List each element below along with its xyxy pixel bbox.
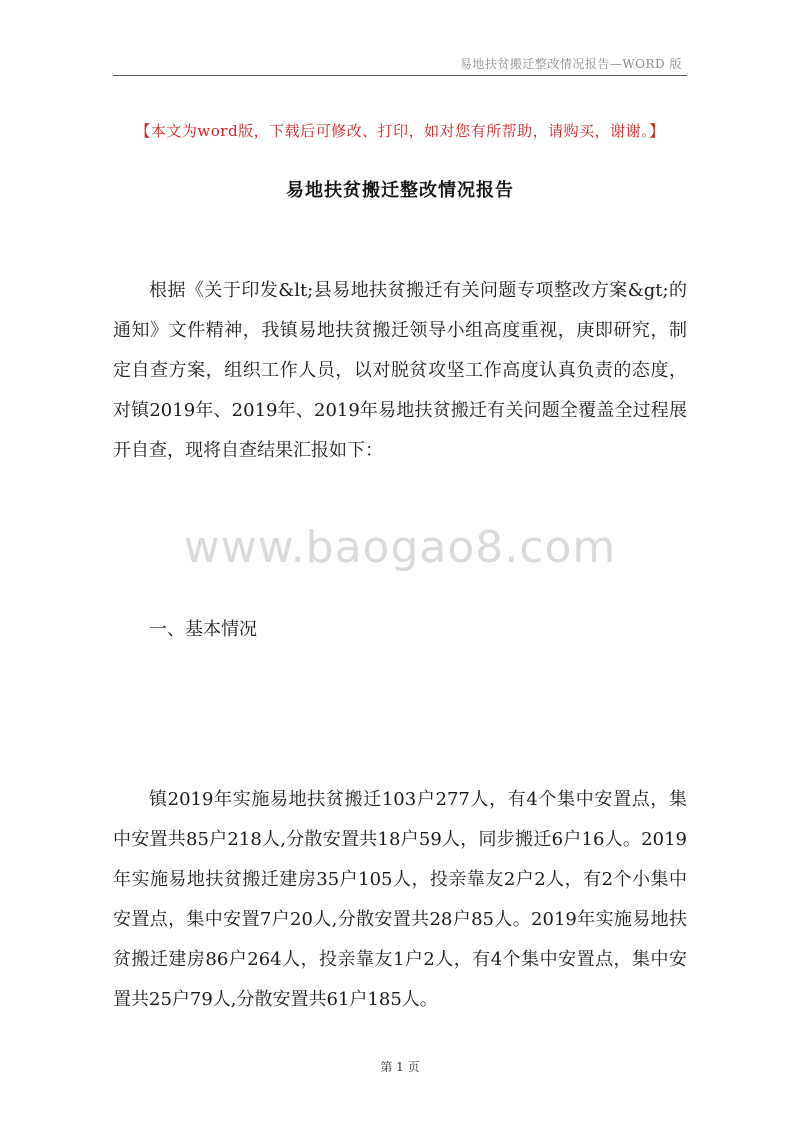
page-number: 第 1 页 [380, 1060, 420, 1074]
purchase-notice: 【本文为word版，下载后可修改、打印，如对您有所帮助，请购买，谢谢。】 [135, 122, 665, 140]
running-header: 易地扶贫搬迁整改情况报告—WORD 版 [459, 57, 682, 71]
section-heading-basic-info: 一、基本情况 [149, 619, 257, 640]
document-title: 易地扶贫搬迁整改情况报告 [286, 180, 514, 201]
watermark: www.baogao8.com [183, 522, 617, 573]
header-rule [113, 75, 687, 76]
intro-paragraph: 根据《关于印发&lt;县易地扶贫搬迁有关问题专项整改方案&gt;的通知》文件精神，我镇易地扶贫搬迁领导小组高度重视，庚即研究，制定自查方案，组织工作人员，以对脱贫攻坚工作高度认真负责的态度，对镇2019年、2019年、2019年易地扶贫搬迁有关问题全覆盖全过程展开自查，现将自查结果汇报如下： [113, 280, 687, 461]
basic-info-paragraph: 镇2019年实施易地扶贫搬迁103户277人，有4个集中安置点，集中安置共85户218人,分散安置共18户59人，同步搬迁6户16人。2019年实施易地扶贫搬迁建房35户105人，投亲靠友2户2人，有2个小集中安置点，集中安置7户20人,分散安置共28户85人。2019年实施易地扶贫搬迁建房86户264人，投亲靠友1户2人，有4个集中安置点，集中安置共25户79人,分散安置共61户185人。 [113, 789, 687, 1010]
